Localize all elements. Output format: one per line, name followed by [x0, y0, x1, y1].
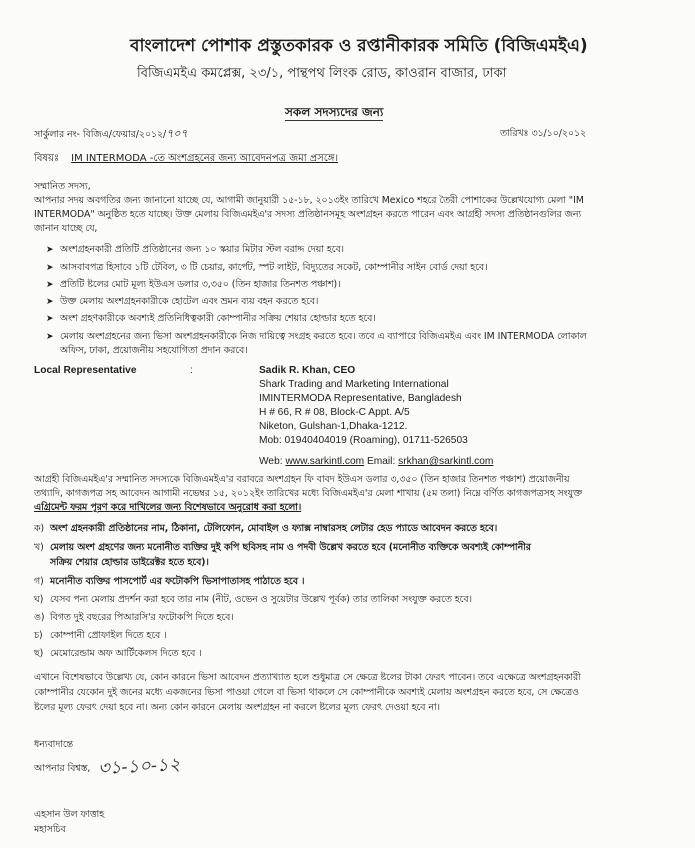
doc-item-key: চ) [34, 630, 43, 641]
doc-item [34, 522, 497, 536]
web-label: Web: [259, 456, 283, 467]
para3-line: এখানে বিশেষভাবে উল্লেখ্য যে, কোন কারনে ভিসা আবেদন প্রত্যাখ্যাত হলে শুধুমাত্র সে ক্ষেত্রে ষ্টলের টাকা ফেরৎ পাবেন। তবে এক্ষেত্রে অংশগ্রহনকারী [34, 672, 581, 683]
intro-line-1: আপনার সদয় অবগতির জন্য জানানো যাচ্ছে যে, আগামী জানুয়ারী ১৫-১৮, ২০১৩ইং তারিখে Mexico শহরে তৈরী পোশাকের উল্লেখযোগ্য মেলা "IM [34, 195, 584, 206]
local-rep-label: Local Representative [34, 365, 137, 376]
local-rep-name: Sadik R. Khan, CEO [259, 365, 356, 376]
bullet-text: আসবাবপত্র হিসাবে ১টি টেবিল, ৩ টি চেয়ার, কার্পেট, স্পট লাইট, বিদ্যুতের সকেট, কোম্পানীর সাইন বোর্ড দেয়া হবে। [60, 262, 488, 273]
arrow-bullet-icon: ➤ [46, 297, 54, 307]
doc-item [34, 647, 202, 661]
doc-item [34, 593, 472, 607]
doc-item-text: অংশ গ্রহনকারী প্রতিষ্ঠানের নাম, ঠিকানা, টেলিফোন, মোবাইল ও ফ্যাক্স নাম্বারসহ লেটার হেড প্যাডে আবেদন করতে হবে। [50, 523, 498, 534]
doc-item-text: মনোনীত ব্যক্তির পাসপোর্ট এর ফটোকপি ভিসাপাতাসহ পাঠাতে হবে । [50, 576, 305, 587]
doc-item [34, 575, 304, 589]
signatory-designation: মহাসচিব [34, 824, 66, 835]
bullet-text: মেলায় অংশগ্রহনের জন্য ভিসা অংশগ্রহনকারীকে নিজ দায়িত্বে সংগ্রহ করতে হবে। তবে এ ব্যাপারে বিজিএমইএ এবং IM INTERMODA লোকাল [60, 331, 587, 342]
bullet-item [46, 243, 344, 257]
org-address: বিজিএমইএ কমপ্লেক্স, ২৩/১, পান্থপথ লিংক রোড, কাওরান বাজার, ঢাকা [137, 66, 507, 81]
doc-item [34, 629, 167, 643]
bullet-continuation: অফিস, ঢাকা, প্রয়োজনীয় সহযোগিতা প্রদান করবে। [60, 345, 248, 356]
bullet-item [46, 261, 487, 275]
bullet-text: উক্ত মেলায় অংশগ্রহনকারীকে হোটেল এবং ভ্রমন ব্যয় বহন করতে হবে। [60, 296, 319, 307]
bullet-text: অংশগ্রহনকারী প্রতিটি প্রতিষ্ঠানের জন্য ১০ স্কয়ার মিটার স্টল বরাদ্দ দেয়া হবে। [60, 244, 344, 255]
doc-item-key: ঘ) [34, 594, 44, 605]
subject-line [34, 152, 338, 166]
bullet-item [46, 295, 318, 309]
intro-line-3: জানান যাচ্ছে যে, [34, 223, 98, 234]
email-link[interactable]: srkhan@sarkintl.com [398, 456, 494, 467]
website-link[interactable]: www.sarkintl.com [285, 456, 365, 467]
arrow-bullet-icon: ➤ [46, 314, 54, 324]
audience-heading: সকল সদস্যদের জন্য [285, 105, 384, 119]
local-rep-line: IMINTERMODA Representative, Bangladesh [259, 393, 462, 404]
circular-number-text: সার্কুলার নং- বিজিএ/ফেয়ার/২০১২/ [34, 129, 167, 140]
subject-label: বিষয়ঃ [34, 153, 60, 164]
closing-thanks: ধন্যবাদান্তে [34, 739, 74, 750]
bullet-text: প্রতিটি ষ্টলের মোট মূল্য ইউএস ডলার ৩,৩৫০ (তিন হাজার তিনশত পঞ্চাশ)। [60, 279, 341, 290]
subject-text: IM INTERMODA -তে অংশগ্রহনের জন্য আবেদনপত্র জমা প্রসঙ্গে। [71, 153, 339, 164]
para2-line: এগ্রিমেন্ট ফরম পূরণ করে দাখিলের জন্য বিশেষভাবে অনুরোধ করা হলো। [34, 502, 302, 513]
para3-line: কোম্পানীর যেকোন দুই জনের মধ্যে একজনের ভিসা পাওয়া গেলে বা ভিসা থাকলে সে কোম্পানীকে অবশ্যই মেলায় অংশগ্রহন করতে হবে, সে ক্ষেত্রেও [34, 687, 579, 698]
doc-item-key: গ) [34, 576, 44, 587]
local-rep-colon: : [190, 365, 193, 376]
doc-item-continuation: সক্রিয় শেয়ার হোল্ডার ডাইরেক্টর হতে হবে)। [50, 557, 209, 568]
para2-line: তথ্যাদি, কাগজপত্র সহ আবেদন আগামী নভেম্বর ১৫, ২০১২ইং তারিখের মধ্যে বিজিএমইএ'র মেলা শাখায় (৫ম তলা) নিম্নে বর্ণিত কাগজপত্রসহ সংযুক্ত [34, 488, 583, 499]
email-label: Email: [366, 456, 396, 467]
local-rep-line: H # 66, R # 08, Block-C Appt. A/5 [259, 407, 410, 418]
doc-item-key: ক) [34, 523, 45, 534]
arrow-bullet-icon: ➤ [46, 245, 54, 255]
intro-line-2: INTERMODA" অনুষ্ঠিত হতে যাচ্ছে। উক্ত মেলায় বিজিএমইএ'র সদস্য প্রতিষ্ঠানসমূহ অংশগ্রহন করতে পারেন এবং আগ্রহী সদস্য প্রতিষ্ঠানগুলির জন্য [34, 209, 582, 220]
signatory-name: এহসান উল ফাত্তাহ [34, 809, 105, 820]
doc-item-text: বিগত দুই বছরের পিআরসি'র ফটোকপি দিতে হবে। [50, 612, 234, 623]
bullet-item [46, 330, 587, 344]
local-rep-line: Niketon, Gulshan-1,Dhaka-1212. [259, 421, 408, 432]
closing-yours: আপনার বিশ্বস্ত, [34, 763, 91, 774]
doc-item [34, 541, 531, 555]
doc-item-text: মেমোরেন্ডাম অফ আর্টিকেলস দিতে হবে । [50, 648, 202, 659]
circular-date: তারিখঃ ৩১/১০/২০১২ [500, 128, 587, 139]
bullet-item [46, 312, 376, 326]
org-name: বাংলাদেশ পোশাক প্রস্তুতকারক ও রপ্তানীকারক সমিতি (বিজিএমইএ) [130, 36, 588, 56]
arrow-bullet-icon: ➤ [46, 332, 54, 342]
doc-item-key: ঙ) [34, 612, 45, 623]
doc-item-text: মেলায় অংশ গ্রহণের জন্য মনোনীত ব্যক্তির দুই কপি ছবিসহ নাম ও পদবী উল্লেখ করতে হবে (মনোনীত ব্যক্তিকে অবশ্যই কোম্পানীর [50, 542, 531, 553]
doc-item-text: কোম্পানী প্রোফাইল দিতে হবে । [50, 630, 167, 641]
local-rep-line: Shark Trading and Marketing International [259, 379, 449, 390]
circular-number [34, 127, 188, 142]
signature: ৩১-১০-১২ [97, 753, 181, 780]
bullet-item [46, 278, 340, 292]
greeting: সম্মানিত সদস্য, [34, 181, 91, 192]
doc-item-key: খ) [34, 542, 44, 553]
para2-line: আগ্রহী বিজিএমইএ'র সম্মানিত সদস্যকে বিজিএমইএ'র বরাবরে অংশগ্রহন ফি বাবদ ইউএস ডলার ৩,৩৫০ (তিন হাজার তিনশত পঞ্চাশ) প্রয়োজনীয় [34, 474, 570, 485]
doc-item-text: যেসব পন্য মেলায় প্রদর্শন করা হবে তার নাম (নীট, ওভেন ও সুয়েটার উল্লেখ পূর্বক) তার তালিকা সংযুক্ত করতে হবে। [50, 594, 472, 605]
para3-line: ষ্টলের মূল্য ফেরৎ দেয়া হবে না। অন্য কোন কারনে মেলায় অংশগ্রহন না করলে ষ্টলের মূল্য ফেরৎ দেওয়া হবে না। [34, 702, 440, 713]
circular-number-handwritten: ৭০৭ [166, 127, 188, 140]
arrow-bullet-icon: ➤ [46, 280, 54, 290]
doc-item [34, 611, 234, 625]
local-rep-web-email [259, 455, 493, 469]
doc-item-key: ছ) [34, 648, 44, 659]
bullet-text: অংশ গ্রহণকারীকে অবশ্যই প্রতিনিধিত্বকারী কোম্পানীর সক্রিয় শেয়ার হোল্ডার হতে হবে। [60, 313, 376, 324]
local-rep-line: Mob: 01940404019 (Roaming), 01711-526503 [259, 435, 468, 446]
arrow-bullet-icon: ➤ [46, 263, 54, 273]
